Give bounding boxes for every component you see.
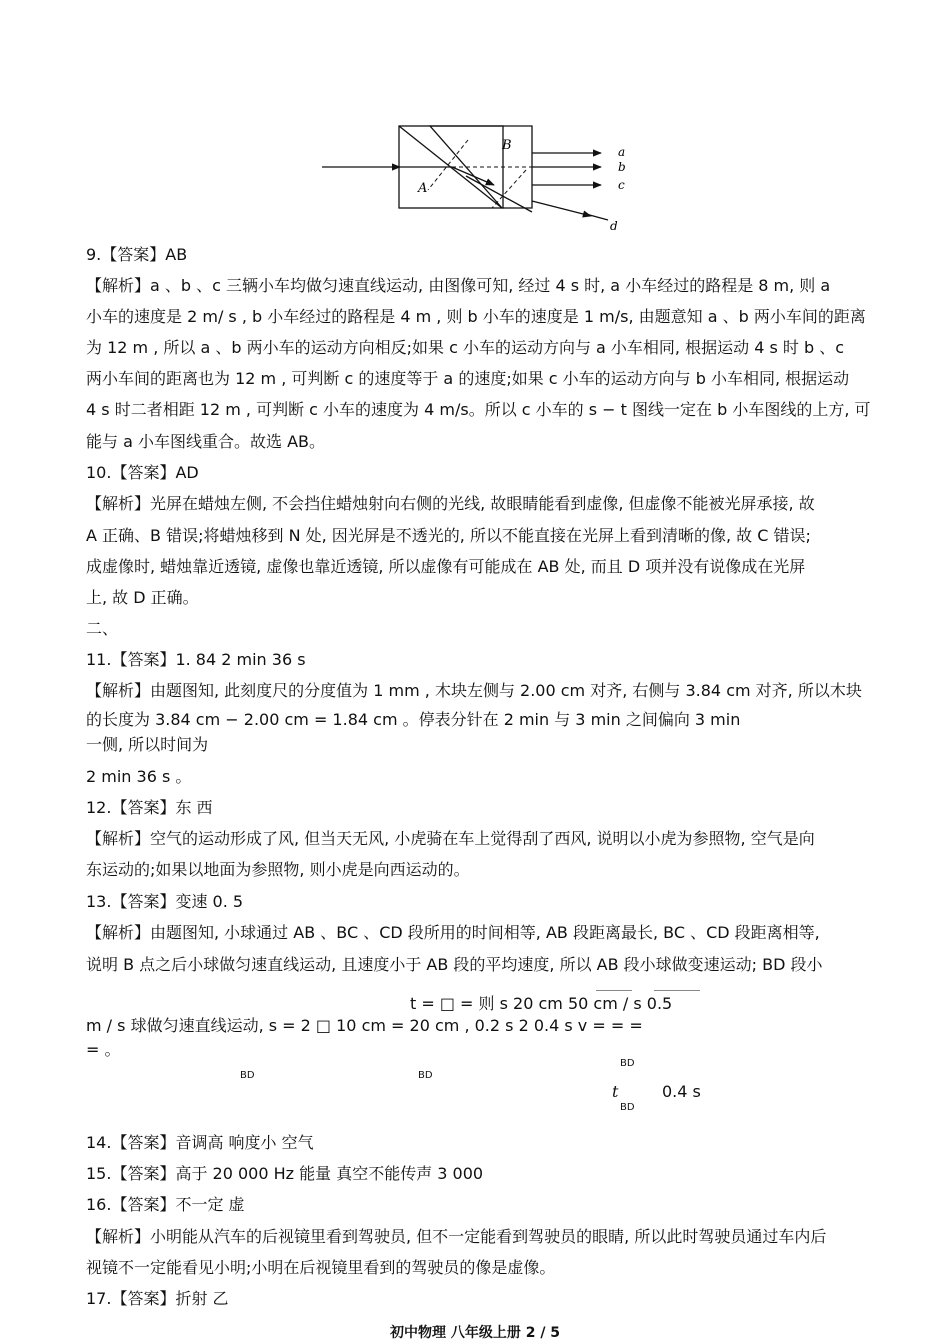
subscript-bd: BD (240, 1070, 255, 1081)
q16-explain-line: 【解析】小明能从汽车的后视镜里看到驾驶员, 但不一定能看到驾驶员的眼睛, 所以此时驾驶员通过车内后 (86, 1227, 827, 1246)
label-a: a (618, 145, 626, 159)
q11-explain-line: 【解析】由题图知, 此刻度尺的分度值为 1 mm , 木块左侧与 2.00 cm 对齐, 右侧与 3.84 cm 对齐, 所以木块 (86, 681, 862, 700)
section-heading: 二、 (86, 619, 119, 638)
q11-explain-line: 的长度为 3.84 cm − 2.00 cm = 1.84 cm 。停表分针在 2 min 与 3 min 之间偏向 3 min (86, 710, 741, 729)
page-footer: 初中物理 八年级上册 2 / 5 (389, 1325, 561, 1341)
q9-explain-line: 为 12 m , 所以 a 、b 两小车的运动方向相反;如果 c 小车的运动方向与 a 小车相同, 根据运动 4 s 时 b 、c (86, 338, 845, 357)
q9-explain-line: 【解析】a 、b 、c 三辆小车均做匀速直线运动, 由图像可知, 经过 4 s 时, a 小车经过的路程是 8 m, 则 a (86, 276, 831, 295)
refracted-ray (452, 167, 494, 185)
q13-formula-mid: m / s 球做匀速直线运动, s = 2 □ 10 cm = 20 cm , 0.2 s 2 0.4 s v = = = (86, 1016, 643, 1035)
q10-answer: 10.【答案】AD (86, 463, 199, 482)
q16-answer: 16.【答案】不一定 虚 (86, 1195, 245, 1214)
formula-t-value: 0.4 s (662, 1082, 701, 1101)
q14-answer: 14.【答案】音调高 响度小 空气 (86, 1133, 314, 1152)
q12-answer: 12.【答案】东 西 (86, 798, 213, 817)
prism-diagram-svg (316, 118, 636, 234)
formula-t: t (612, 1082, 619, 1101)
q9-answer: 9.【答案】AB (86, 245, 188, 264)
q10-explain-line: 成虚像时, 蜡烛靠近透镜, 虚像也靠近透镜, 所以虚像有可能成在 AB 处, 而且 D 项并没有说像成在光屏 (86, 557, 806, 576)
q11-explain-line: 一侧, 所以时间为 (86, 735, 209, 754)
label-B: B (502, 138, 512, 153)
q10-explain-line: 上, 故 D 正确。 (86, 588, 199, 607)
subscript-bd: BD (620, 1102, 635, 1113)
q10-explain-line: A 正确、B 错误;将蜡烛移到 N 处, 因光屏是不透光的, 所以不能直接在光屏上看到清晰的像, 故 C 错误; (86, 526, 811, 545)
subscript-bd: BD (620, 1058, 635, 1069)
prism-light-diagram (316, 118, 636, 234)
q13-formula-low: = 。 (86, 1040, 121, 1059)
q15-answer: 15.【答案】高于 20 000 Hz 能量 真空不能传声 3 000 (86, 1164, 484, 1183)
q16-explain-line: 视镜不一定能看见小明;小明在后视镜里看到的驾驶员的像是虚像。 (86, 1258, 556, 1277)
q12-explain-line: 【解析】空气的运动形成了风, 但当天无风, 小虎骑在车上觉得刮了西风, 说明以小虎为参照物, 空气是向 (86, 829, 815, 848)
q9-explain-line: 小车的速度是 2 m/ s , b 小车经过的路程是 4 m , 则 b 小车的速度是 1 m/s, 由题意知 a 、b 两小车间的距离 (86, 307, 866, 326)
q12-explain-line: 东运动的;如果以地面为参照物, 则小虎是向西运动的。 (86, 860, 470, 879)
normal-b (492, 170, 526, 208)
q9-explain-line: 两小车间的距离也为 12 m , 可判断 c 的速度等于 a 的速度;如果 c 小车的运动方向与 b 小车相同, 根据运动 (86, 369, 850, 388)
label-A: A (418, 181, 428, 196)
q9-explain-line: 能与 a 小车图线重合。故选 AB。 (86, 432, 325, 451)
q13-formula-top: t = □ = 则 s 20 cm 50 cm / s 0.5 (410, 994, 673, 1013)
fraction-bar (654, 990, 700, 991)
q10-explain-line: 【解析】光屏在蜡烛左侧, 不会挡住蜡烛射向右侧的光线, 故眼睛能看到虚像, 但虚像不能被光屏承接, 故 (86, 494, 815, 513)
label-c: c (618, 178, 625, 192)
q11-explain-line: 2 min 36 s 。 (86, 767, 192, 786)
q13-explain-line: 【解析】由题图知, 小球通过 AB 、BC 、CD 段所用的时间相等, AB 段距离最长, BC 、CD 段距离相等, (86, 923, 820, 942)
q11-answer: 11.【答案】1. 84 2 min 36 s (86, 650, 306, 669)
label-d: d (610, 219, 618, 233)
q13-explain-line: 说明 B 点之后小球做匀速直线运动, 且速度小于 AB 段的平均速度, 所以 AB 段小球做变速运动; BD 段小 (86, 955, 823, 974)
q9-explain-line: 4 s 时二者相距 12 m , 可判断 c 小车的速度为 4 m/s。所以 c 小车的 s − t 图线一定在 b 小车图线的上方, 可 (86, 400, 871, 419)
ray-d (532, 201, 591, 216)
q17-answer: 17.【答案】折射 乙 (86, 1289, 229, 1308)
q13-answer: 13.【答案】变速 0. 5 (86, 892, 244, 911)
fraction-bar (596, 990, 632, 991)
label-b: b (618, 160, 626, 174)
subscript-bd: BD (418, 1070, 433, 1081)
